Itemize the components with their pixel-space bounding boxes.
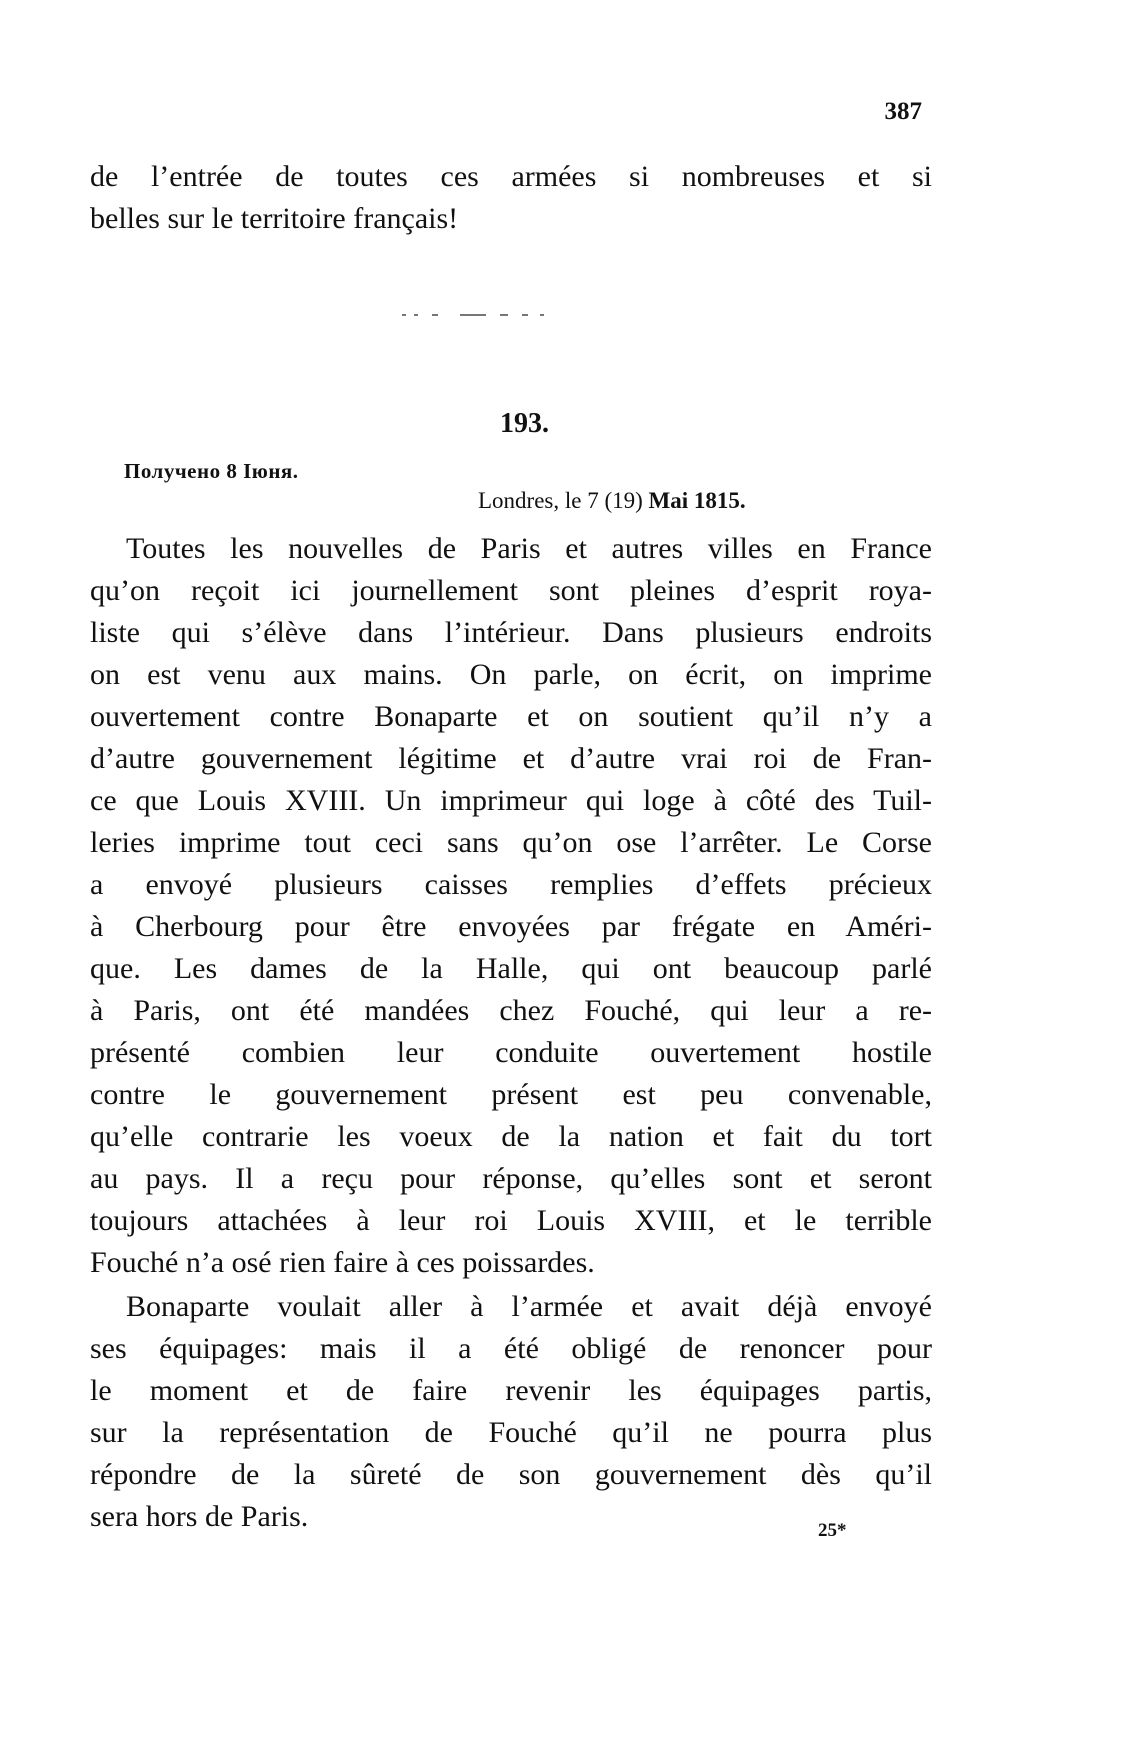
text-line: à Paris, ont été mandées chez Fouché, qui leur a re- (90, 994, 932, 1027)
text-line: d’autre gouvernement légitime et d’autre vrai roi de Fran- (90, 742, 932, 775)
text-line: à Cherbourg pour être envoyées par frégate en Améri- (90, 910, 932, 943)
text-line: contre le gouvernement présent est peu convenable, (90, 1078, 932, 1111)
text-line: qu’elle contrarie les voeux de la nation et fait du tort (90, 1120, 932, 1153)
signature-mark: 25* (818, 1520, 847, 1541)
text-line: Bonaparte voulait aller à l’armée et avait déjà envoyé (126, 1290, 932, 1323)
text-line: ouvertement contre Bonaparte et on soutient qu’il n’y a (90, 700, 932, 733)
text-line: a envoyé plusieurs caisses remplies d’effets précieux (90, 868, 932, 901)
text-line: toujours attachées à leur roi Louis XVIII, et le terrible (90, 1204, 932, 1237)
text-line: au pays. Il a reçu pour réponse, qu’elles sont et seront (90, 1162, 932, 1195)
text-line: liste qui s’élève dans l’intérieur. Dans plusieurs endroits (90, 616, 932, 649)
text-line: belles sur le territoire français! (90, 202, 459, 235)
text-line: présenté combien leur conduite ouvertement hostile (90, 1036, 932, 1069)
previous-paragraph (90, 156, 932, 240)
dateline-place: Londres, le 7 (19) (478, 488, 643, 513)
text-line: Fouché n’a osé rien faire à ces poissardes. (90, 1246, 595, 1279)
text-line: leries imprime tout ceci sans qu’on ose l’arrêter. Le Corse (90, 826, 932, 859)
main-paragraph (90, 528, 932, 1284)
text-line: ce que Louis XVIII. Un imprimeur qui loge à côté des Tuil- (90, 784, 932, 817)
text-line: sera hors de Paris. (90, 1500, 309, 1533)
text-line: que. Les dames de la Halle, qui ont beaucoup parlé (90, 952, 932, 985)
second-paragraph (90, 1286, 932, 1538)
text-line: ses équipages: mais il a été obligé de renoncer pour (90, 1332, 932, 1365)
text-line: qu’on reçoit ici journellement sont pleines d’esprit roya- (90, 574, 932, 607)
text-line: Toutes les nouvelles de Paris et autres villes en France (126, 532, 932, 565)
text-line: on est venu aux mains. On parle, on écrit, on imprime (90, 658, 932, 691)
text-line: de l’entrée de toutes ces armées si nombreuses et si (90, 160, 932, 193)
page-number: 387 (884, 98, 922, 125)
text-line: sur la représentation de Fouché qu’il ne pourra plus (90, 1416, 932, 1449)
section-divider (402, 310, 582, 320)
dateline (478, 488, 746, 514)
received-note: Получено 8 Іюня. (124, 459, 299, 483)
text-line: répondre de la sûreté de son gouvernement dès qu’il (90, 1458, 932, 1491)
dateline-date: Mai 1815. (648, 488, 746, 513)
text-line: le moment et de faire revenir les équipages partis, (90, 1374, 932, 1407)
document-number: 193. (500, 408, 549, 439)
